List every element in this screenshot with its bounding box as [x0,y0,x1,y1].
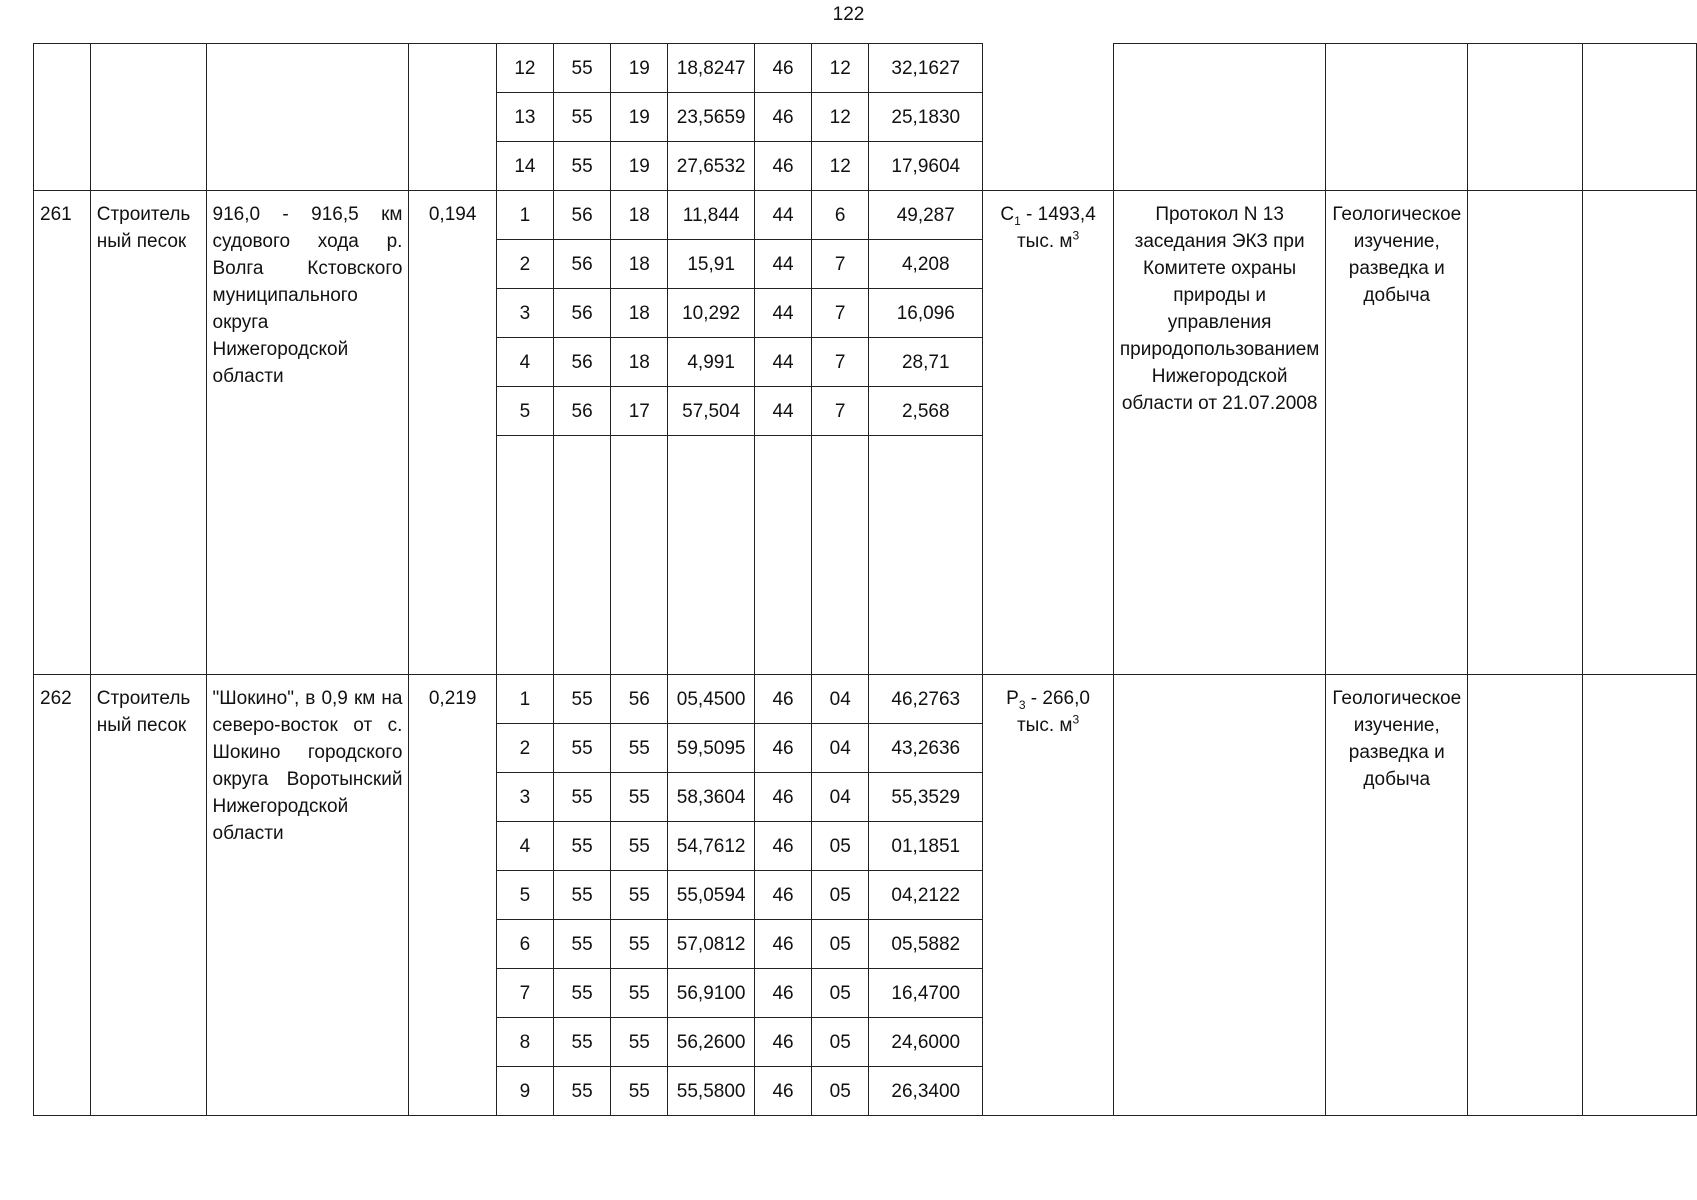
lon-seconds-cell: 55,3529 [869,773,983,822]
lat-minutes-cell: 18 [611,338,668,387]
lat-degrees-cell: 56 [554,240,611,289]
point-number-cell: 13 [496,93,553,142]
extra-cell-2 [1582,191,1696,675]
extra-cell-2 [1582,44,1696,191]
lat-degrees-cell: 55 [554,920,611,969]
subsoil-registry-table [33,43,1697,1116]
point-number-cell: 5 [496,871,553,920]
reserves-category: P [1006,688,1019,709]
reserves-category-index: 1 [1014,213,1021,228]
point-number-cell: 2 [496,724,553,773]
lon-seconds-cell: 25,1830 [869,93,983,142]
lon-minutes-cell: 12 [812,93,869,142]
lat-minutes-cell [611,436,668,675]
point-number-cell: 4 [496,822,553,871]
location-description: "Шокино", в 0,9 км на северо-восток от с. Шокино городского округа Воротынский Нижегородской области [206,675,409,1116]
point-number-cell: 4 [496,338,553,387]
approval-document: Протокол N 13 заседания ЭКЗ при Комитете охраны природы и управления природопользованием Нижегородской области от 21.07.2008 [1113,191,1326,675]
lon-degrees-cell: 44 [754,289,811,338]
lat-seconds-cell: 23,5659 [668,93,755,142]
lon-seconds-cell: 04,2122 [869,871,983,920]
lon-minutes-cell: 12 [812,44,869,93]
lat-degrees-cell: 56 [554,289,611,338]
lat-seconds-cell: 4,991 [668,338,755,387]
lat-seconds-cell: 59,5095 [668,724,755,773]
lon-degrees-cell: 46 [754,822,811,871]
lon-degrees-cell: 46 [754,44,811,93]
lat-minutes-cell: 55 [611,1018,668,1067]
reserves-category: C [1000,204,1015,225]
mineral-type: Строитель ный песок [90,675,206,1116]
lat-minutes-cell: 18 [611,191,668,240]
lon-degrees-cell: 46 [754,724,811,773]
point-number-cell: 1 [496,191,553,240]
lon-minutes-cell: 04 [812,724,869,773]
reserves-estimate [983,191,1114,675]
lon-seconds-cell: 28,71 [869,338,983,387]
lon-minutes-cell: 05 [812,871,869,920]
location-description: 916,0 - 916,5 км судового хода р. Волга Кстовского муниципального округа Нижегородской области [206,191,409,675]
lon-seconds-cell: 24,6000 [869,1018,983,1067]
lon-seconds-cell: 46,2763 [869,675,983,724]
lon-minutes-cell: 05 [812,822,869,871]
lon-minutes-cell: 7 [812,387,869,436]
area-value: 0,194 [409,191,496,675]
lon-degrees-cell: 46 [754,675,811,724]
lat-seconds-cell: 11,844 [668,191,755,240]
extra-cell-2 [1582,675,1696,1116]
lat-minutes-cell: 55 [611,969,668,1018]
lat-degrees-cell: 55 [554,822,611,871]
lon-degrees-cell [754,436,811,675]
lat-seconds-cell: 05,4500 [668,675,755,724]
license-purpose: Геологическое изучение, разведка и добыча [1326,675,1468,1116]
reserves-amount: - 1493,4 тыс. м [1016,204,1096,252]
location-cell [206,44,409,191]
lon-seconds-cell: 49,287 [869,191,983,240]
lat-seconds-cell [668,436,755,675]
point-number-cell: 7 [496,969,553,1018]
lon-minutes-cell: 05 [812,1067,869,1116]
lat-minutes-cell: 56 [611,675,668,724]
lon-degrees-cell: 44 [754,191,811,240]
point-number-cell [496,436,553,675]
lon-seconds-cell: 2,568 [869,387,983,436]
lon-degrees-cell: 44 [754,338,811,387]
lon-seconds-cell [869,436,983,675]
purpose-cell [1326,44,1468,191]
lat-degrees-cell: 56 [554,387,611,436]
lon-degrees-cell: 46 [754,871,811,920]
lat-degrees-cell: 55 [554,724,611,773]
area-value: 0,219 [409,675,496,1116]
lat-seconds-cell: 55,0594 [668,871,755,920]
lat-seconds-cell: 27,6532 [668,142,755,191]
lat-seconds-cell: 15,91 [668,240,755,289]
lon-minutes-cell: 05 [812,920,869,969]
lat-minutes-cell: 55 [611,920,668,969]
lat-degrees-cell: 56 [554,191,611,240]
point-number-cell: 12 [496,44,553,93]
point-number-cell: 3 [496,289,553,338]
record-id: 262 [34,675,91,1116]
mineral-cell [90,44,206,191]
lat-degrees-cell: 55 [554,871,611,920]
lat-seconds-cell: 54,7612 [668,822,755,871]
lon-minutes-cell: 05 [812,969,869,1018]
lon-seconds-cell: 01,1851 [869,822,983,871]
lat-seconds-cell: 57,0812 [668,920,755,969]
mineral-type: Строитель ный песок [90,191,206,675]
lat-minutes-cell: 19 [611,142,668,191]
lon-seconds-cell: 05,5882 [869,920,983,969]
lat-degrees-cell: 55 [554,142,611,191]
lon-degrees-cell: 46 [754,93,811,142]
lon-degrees-cell: 46 [754,920,811,969]
lat-seconds-cell: 10,292 [668,289,755,338]
lat-seconds-cell: 57,504 [668,387,755,436]
lon-seconds-cell: 16,096 [869,289,983,338]
table-body [34,44,1697,1116]
lat-minutes-cell: 19 [611,44,668,93]
lon-minutes-cell: 7 [812,240,869,289]
lon-degrees-cell: 44 [754,240,811,289]
lat-seconds-cell: 56,2600 [668,1018,755,1067]
point-number-cell: 8 [496,1018,553,1067]
reserves-amount: - 266,0 тыс. м [1016,688,1090,736]
reserves-estimate [983,675,1114,1116]
lon-minutes-cell [812,436,869,675]
lat-minutes-cell: 55 [611,822,668,871]
reserves-category-index: 3 [1018,697,1026,712]
lon-degrees-cell: 46 [754,969,811,1018]
point-number-cell: 3 [496,773,553,822]
document-cell [1113,44,1326,191]
lon-seconds-cell: 16,4700 [869,969,983,1018]
lat-minutes-cell: 55 [611,1067,668,1116]
lon-seconds-cell: 4,208 [869,240,983,289]
area-cell [409,44,496,191]
continuation-row [34,44,1697,93]
lon-degrees-cell: 44 [754,387,811,436]
lat-degrees-cell [554,436,611,675]
point-number-cell: 1 [496,675,553,724]
lon-degrees-cell: 46 [754,1018,811,1067]
point-number-cell: 5 [496,387,553,436]
lon-degrees-cell: 46 [754,773,811,822]
lon-degrees-cell: 46 [754,1067,811,1116]
extra-cell-1 [1468,44,1582,191]
lat-degrees-cell: 55 [554,1018,611,1067]
lat-seconds-cell: 18,8247 [668,44,755,93]
lon-seconds-cell: 32,1627 [869,44,983,93]
lon-seconds-cell: 26,3400 [869,1067,983,1116]
page-number: 122 [832,4,865,25]
lat-minutes-cell: 55 [611,724,668,773]
lon-seconds-cell: 17,9604 [869,142,983,191]
reserves-unit-power: 3 [1072,228,1080,243]
lat-seconds-cell: 56,9100 [668,969,755,1018]
lat-minutes-cell: 55 [611,773,668,822]
lat-minutes-cell: 18 [611,289,668,338]
record-row [34,191,1697,240]
extra-cell-1 [1468,675,1582,1116]
reserves-cell [983,44,1114,191]
lon-minutes-cell: 7 [812,289,869,338]
lon-minutes-cell: 6 [812,191,869,240]
lon-seconds-cell: 43,2636 [869,724,983,773]
lat-degrees-cell: 55 [554,773,611,822]
lat-degrees-cell: 55 [554,969,611,1018]
lon-minutes-cell: 12 [812,142,869,191]
approval-document [1113,675,1326,1116]
record-row [34,675,1697,724]
lon-minutes-cell: 04 [812,675,869,724]
lat-degrees-cell: 55 [554,1067,611,1116]
lat-seconds-cell: 55,5800 [668,1067,755,1116]
lat-minutes-cell: 19 [611,93,668,142]
point-number-cell: 9 [496,1067,553,1116]
lat-degrees-cell: 55 [554,93,611,142]
point-number-cell: 2 [496,240,553,289]
lat-seconds-cell: 58,3604 [668,773,755,822]
lon-degrees-cell: 46 [754,142,811,191]
license-purpose: Геологическое изучение, разведка и добыча [1326,191,1468,675]
lat-minutes-cell: 17 [611,387,668,436]
lat-degrees-cell: 56 [554,338,611,387]
record-id: 261 [34,191,91,675]
point-number-cell: 6 [496,920,553,969]
extra-cell-1 [1468,191,1582,675]
reserves-unit-power: 3 [1072,712,1080,727]
lat-degrees-cell: 55 [554,675,611,724]
lon-minutes-cell: 04 [812,773,869,822]
lon-minutes-cell: 05 [812,1018,869,1067]
point-number-cell: 14 [496,142,553,191]
lat-minutes-cell: 18 [611,240,668,289]
lat-degrees-cell: 55 [554,44,611,93]
lon-minutes-cell: 7 [812,338,869,387]
id-cell [34,44,91,191]
lat-minutes-cell: 55 [611,871,668,920]
